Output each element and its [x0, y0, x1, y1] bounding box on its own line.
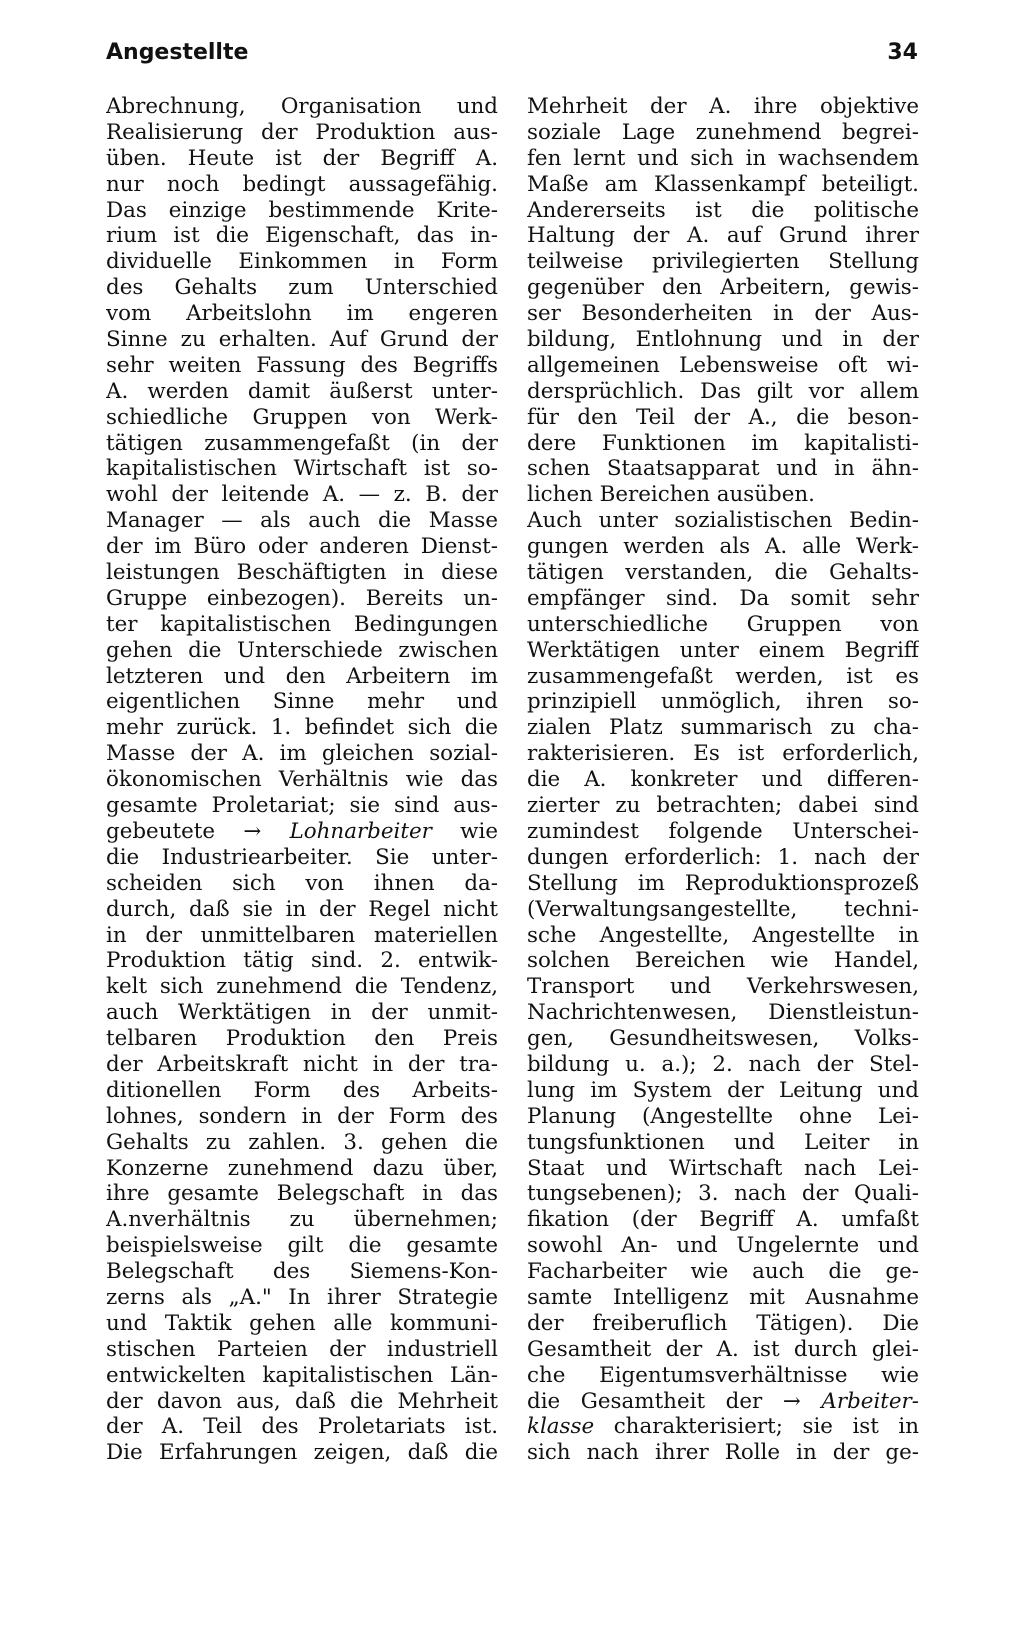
text-line: dungen erforderlich: 1. nach der — [527, 844, 919, 870]
text-line: leistungen Beschäftigten in diese — [106, 560, 498, 586]
text-line: Haltung der A. auf Grund ihrer — [527, 223, 919, 249]
text-line: Andererseits ist die politische — [527, 197, 919, 223]
text-line: ditionellen Form des Arbeits- — [106, 1077, 498, 1103]
text-line: solchen Bereichen wie Handel, — [527, 948, 919, 974]
text-line: bildung, Entlohnung und in der — [527, 327, 919, 353]
text-fragment: wie — [460, 818, 498, 844]
text-line: Facharbeiter wie auch die ge- — [527, 1259, 919, 1285]
text-line: zusammengefaßt werden, ist es — [527, 663, 919, 689]
text-line: der im Büro oder anderen Dienst- — [106, 534, 498, 560]
text-line: Belegschaft des Siemens-Kon- — [106, 1259, 498, 1285]
text-line: telbaren Produktion den Preis — [106, 1026, 498, 1052]
text-line: soziale Lage zunehmend begrei- — [527, 119, 919, 145]
text-line: Mehrheit der A. ihre objektive — [527, 94, 919, 119]
text-line: empfänger sind. Da somit sehr — [527, 585, 919, 611]
text-line: fen lernt und sich in wachsendem — [527, 145, 919, 171]
cross-reference-arrow-icon: → — [782, 1388, 801, 1414]
text-line: schiedliche Gruppen von Werk- — [106, 404, 498, 430]
text-line: Die Erfahrungen zeigen, daß die — [106, 1440, 498, 1466]
text-line: Das einzige bestimmende Krite- — [106, 197, 498, 223]
text-line: unterschiedliche Gruppen von — [527, 611, 919, 637]
text-line: allgemeinen Lebensweise oft wi- — [527, 352, 919, 378]
cross-reference-arrow-icon: → — [243, 818, 262, 844]
text-line: wohl der leitende A. — z. B. der — [106, 482, 498, 508]
cross-reference-link[interactable]: Arbeiter- — [821, 1388, 919, 1414]
text-line: lichen Bereichen ausüben. — [527, 482, 815, 508]
text-line: Sinne zu erhalten. Auf Grund der — [106, 327, 498, 353]
text-line: vom Arbeitslohn im engeren — [106, 301, 498, 327]
text-line: sich nach ihrer Rolle in der ge- — [527, 1440, 919, 1466]
text-line: und Taktik gehen alle kommuni- — [106, 1310, 498, 1336]
text-line: gegenüber den Arbeitern, gewis- — [527, 275, 919, 301]
text-line: der freiberuflich Tätigen). Die — [527, 1310, 919, 1336]
text-line: Konzerne zunehmend dazu über, — [106, 1155, 498, 1181]
text-line: sche Angestellte, Angestellte in — [527, 922, 919, 948]
text-line: sehr weiten Fassung des Begriffs — [106, 352, 498, 378]
text-line: gesamte Proletariat; sie sind aus- — [106, 793, 498, 819]
text-line: dere Funktionen im kapitalisti- — [527, 430, 919, 456]
text-line: tungsebenen); 3. nach der Quali- — [527, 1181, 919, 1207]
text-line: che Eigentumsverhältnisse wie — [527, 1362, 919, 1388]
right-column — [527, 94, 919, 1466]
left-column — [106, 94, 498, 1466]
text-line-with-reference — [527, 1414, 919, 1440]
text-line: Realisierung der Produktion aus- — [106, 119, 498, 145]
text-line: für den Teil der A., die beson- — [527, 404, 919, 430]
text-line: entwickelten kapitalistischen Län- — [106, 1362, 498, 1388]
text-line-with-reference — [106, 819, 498, 845]
text-line: in der unmittelbaren materiellen — [106, 922, 498, 948]
text-line: fikation (der Begriff A. umfaßt — [527, 1207, 919, 1233]
text-line: sowohl An- und Ungelernte und — [527, 1233, 919, 1259]
text-line: tätigen zusammengefaßt (in der — [106, 430, 498, 456]
text-line: Masse der A. im gleichen sozial- — [106, 741, 498, 767]
text-line: letzteren und den Arbeitern im — [106, 663, 498, 689]
text-line: ter kapitalistischen Bedingungen — [106, 611, 498, 637]
text-line: lung im System der Leitung und — [527, 1077, 919, 1103]
text-line: bildung u. a.); 2. nach der Stel- — [527, 1051, 919, 1077]
text-line: ser Besonderheiten in der Aus- — [527, 301, 919, 327]
text-line: gehen die Unterschiede zwischen — [106, 637, 498, 663]
text-fragment: gebeutete — [106, 818, 215, 844]
text-line: prinzipiell unmöglich, ihren so- — [527, 689, 919, 715]
text-line: Stellung im Reproduktionsprozeß — [527, 870, 919, 896]
text-line: A. werden damit äußerst unter- — [106, 378, 498, 404]
text-line: zialen Platz summarisch zu cha- — [527, 715, 919, 741]
text-line: Gesamtheit der A. ist durch glei- — [527, 1336, 919, 1362]
text-line: Staat und Wirtschaft nach Lei- — [527, 1155, 919, 1181]
text-line: rium ist die Eigenschaft, das in- — [106, 223, 498, 249]
text-fragment: charakterisiert; sie ist in — [613, 1414, 919, 1440]
text-line: tungsfunktionen und Leiter in — [527, 1129, 919, 1155]
running-head-title: Angestellte — [106, 40, 249, 65]
text-line: teilweise privilegierten Stellung — [527, 249, 919, 275]
text-line: Maße am Klassenkampf beteiligt. — [527, 171, 919, 197]
text-line: der davon aus, daß die Mehrheit — [106, 1388, 498, 1414]
text-line: Abrechnung, Organisation und — [106, 94, 498, 119]
text-line: A.nverhältnis zu übernehmen; — [106, 1207, 498, 1233]
text-line: kapitalistischen Wirtschaft ist so- — [106, 456, 498, 482]
text-line: Auch unter sozialistischen Bedin- — [527, 508, 919, 534]
text-line: zerns als „A." In ihrer Strategie — [106, 1284, 498, 1310]
text-line: Manager — als auch die Masse — [106, 508, 498, 534]
text-line: rakterisieren. Es ist erforderlich, — [527, 741, 919, 767]
text-line: auch Werktätigen in der unmit- — [106, 1000, 498, 1026]
text-line: Planung (Angestellte ohne Lei- — [527, 1103, 919, 1129]
text-line: Nachrichtenwesen, Dienstleistun- — [527, 1000, 919, 1026]
text-line: eigentlichen Sinne mehr und — [106, 689, 498, 715]
text-line: stischen Parteien der industriell — [106, 1336, 498, 1362]
cross-reference-link-continued[interactable]: klasse — [527, 1414, 595, 1440]
text-line: üben. Heute ist der Begriff A. — [106, 145, 498, 171]
text-line: zierter zu betrachten; dabei sind — [527, 793, 919, 819]
text-line: beispielsweise gilt die gesamte — [106, 1233, 498, 1259]
text-line: ökonomischen Verhältnis wie das — [106, 767, 498, 793]
text-line: der A. Teil des Proletariats ist. — [106, 1414, 498, 1440]
text-line: Werktätigen unter einem Begriff — [527, 637, 919, 663]
text-line-with-reference — [527, 1389, 919, 1415]
page-number: 34 — [887, 40, 918, 65]
text-line: Produktion tätig sind. 2. entwik- — [106, 948, 498, 974]
text-line: zumindest folgende Unterschei- — [527, 818, 919, 844]
text-line: die A. konkreter und differen- — [527, 767, 919, 793]
text-line: dersprüchlich. Das gilt vor allem — [527, 378, 919, 404]
text-line: der Arbeitskraft nicht in der tra- — [106, 1051, 498, 1077]
text-line: Gehalts zu zahlen. 3. gehen die — [106, 1129, 498, 1155]
text-line: lohnes, sondern in der Form des — [106, 1103, 498, 1129]
text-line: ihre gesamte Belegschaft in das — [106, 1181, 498, 1207]
text-line: mehr zurück. 1. befindet sich die — [106, 715, 498, 741]
text-line: die Industriearbeiter. Sie unter- — [106, 844, 498, 870]
text-line: kelt sich zunehmend die Tendenz, — [106, 974, 498, 1000]
text-line: Transport und Verkehrswesen, — [527, 974, 919, 1000]
text-line: nur noch bedingt aussagefähig. — [106, 171, 498, 197]
text-line: samte Intelligenz mit Ausnahme — [527, 1284, 919, 1310]
text-line: gungen werden als A. alle Werk- — [527, 534, 919, 560]
text-line: durch, daß sie in der Regel nicht — [106, 896, 498, 922]
text-line: (Verwaltungsangestellte, techni- — [527, 896, 919, 922]
text-line: gen, Gesundheitswesen, Volks- — [527, 1026, 919, 1052]
text-line: schen Staatsapparat und in ähn- — [527, 456, 919, 482]
text-line: des Gehalts zum Unterschied — [106, 275, 498, 301]
page-header — [106, 40, 918, 76]
text-fragment: die Gesamtheit der — [527, 1388, 763, 1414]
text-line: scheiden sich von ihnen da- — [106, 870, 498, 896]
cross-reference-link[interactable]: Lohnarbeiter — [289, 818, 432, 844]
text-line: Gruppe einbezogen). Bereits un- — [106, 585, 498, 611]
text-line: dividuelle Einkommen in Form — [106, 249, 498, 275]
text-line: tätigen verstanden, die Gehalts- — [527, 560, 919, 586]
